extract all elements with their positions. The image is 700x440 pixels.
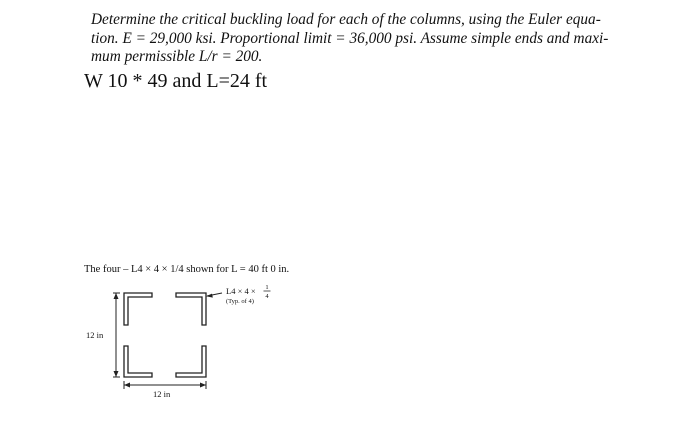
angle-top-right (176, 293, 206, 325)
angle-bottom-left (124, 346, 152, 377)
typical-note: (Typ. of 4) (226, 298, 254, 305)
label-leader (206, 293, 222, 298)
problem-line-2: tion. E = 29,000 ksi. Proportional limit = 36,000 psi. Assume simple ends and maxi- (91, 29, 609, 47)
height-dimension-label: 12 in (86, 330, 104, 340)
given-section-and-length: W 10 * 49 and L=24 ft (84, 70, 268, 92)
problem-line-3: mum permissible L/r = 200. (91, 48, 263, 65)
width-dimension (124, 381, 206, 389)
problem-line-1: Determine the critical buckling load for each of the columns, using the Euler equa- (91, 11, 601, 28)
angle-label: L4 × 4 × (226, 286, 256, 296)
angle-bottom-right (176, 346, 206, 377)
figure-caption: The four – L4 × 4 × 1/4 shown for L = 40 ft 0 in. (84, 264, 290, 275)
fraction-numerator: 1 (265, 284, 269, 291)
height-dimension (113, 293, 120, 377)
angle-top-left (124, 293, 152, 325)
fraction-denominator: 4 (265, 293, 269, 300)
width-dimension-label: 12 in (153, 389, 171, 399)
